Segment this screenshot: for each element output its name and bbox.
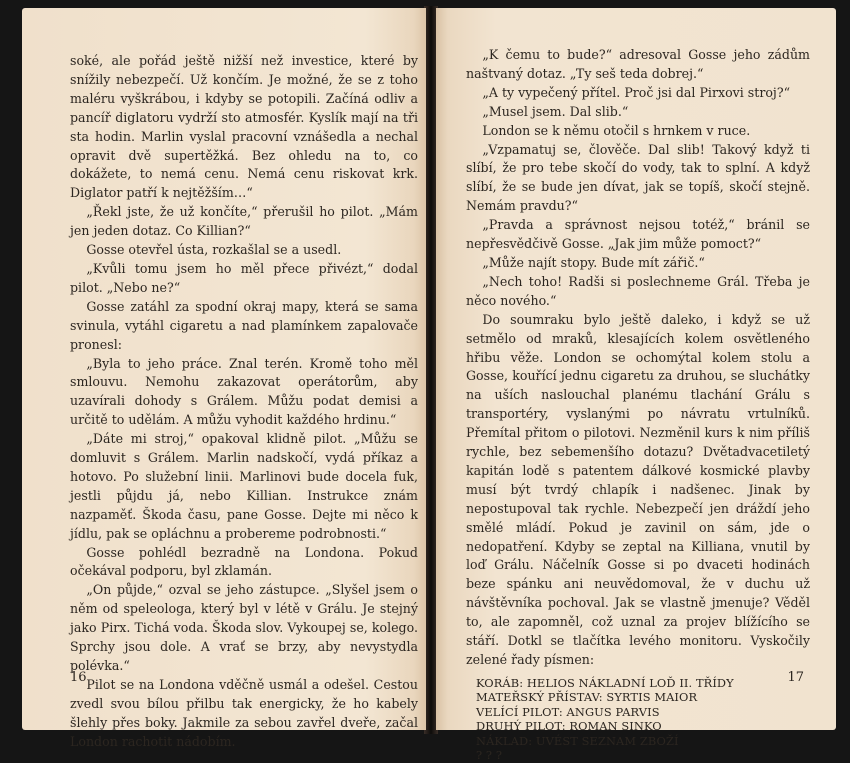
paragraph: London se k němu otočil s hrnkem v ruce.: [482, 122, 751, 138]
paragraph: „Kvůli tomu jsem ho měl přece přivézt,“ dodal pilot. „Nebo ne?“: [70, 260, 418, 295]
readout-line: MATEŘSKÝ PŘÍSTAV: SYRTIS MAIOR: [476, 690, 698, 705]
page-number-left: 16: [70, 670, 87, 685]
paragraph: Gosse otevřel ústa, rozkašlal se a usedl.: [86, 242, 342, 258]
paragraph: „Nech toho! Radši si poslechneme Grál. Třeba je něco nového.“: [466, 273, 810, 308]
readout-line: VELÍCÍ PILOT: ANGUS PARVIS: [476, 704, 660, 719]
paragraph: „On půjde,“ ozval se jeho zástupce. „Slyšel jsem o něm od speleologa, který byl v létě v Grálu. Je stejný jako Pirx. Tichá voda. Škoda slov. Vykoupej se, kolego. Sprchy jsou dole. A vrať se brzy, aby nevystydla polévka.“: [70, 582, 418, 673]
paragraph: „Řekl jste, že už končíte,“ přerušil ho pilot. „Mám jen jeden dotaz. Co Killian?“: [70, 204, 418, 239]
paragraph: „A ty vypečený přítel. Proč jsi dal Pirxovi stroj?“: [482, 84, 791, 100]
paragraph: „Byla to jeho práce. Znal terén. Kromě toho měl smlouvu. Nemohu zakazovat operátorům, aby uzavírali dohody s Grálem. Můžu podat demisi a určitě to udělám. A můžu vyhodit každého hrdinu.“: [70, 355, 418, 428]
readout-line: ? ? ?: [476, 748, 503, 763]
paragraph: „Může najít stopy. Bude mít zářič.“: [482, 254, 705, 270]
paragraph: „Pravda a správnost nejsou totéž,“ bránil se nepřesvědčivě Gosse. „Jak jim může pomoct?“: [466, 217, 810, 252]
readout-line: KORÁB: HELIOS NÁKLADNÍ LOĎ II. TŘÍDY: [476, 675, 734, 690]
paragraph: „Musel jsem. Dal slib.“: [482, 103, 629, 119]
paragraph: „Dáte mi stroj,“ opakoval klidně pilot. „Můžu se domluvit s Grálem. Marlin nadskočí, vydá příkaz a hotovo. Po služební linii. Marlinovi bude docela fuk, jestli půjdu já, nebo Killian. Instrukce znám nazpaměť. Škoda času, pane Gosse. Dejte mi něco k jídlu, pak se opláchnu a probereme podrobnosti.“: [70, 431, 418, 541]
left-page-text: [70, 52, 418, 752]
paragraph: Gosse zatáhl za spodní okraj mapy, která se sama svinula, vytáhl cigaretu a nad plamínkem zapalovače pronesl:: [70, 298, 418, 352]
readout-line: DRUHÝ PILOT: ROMAN SINKO: [476, 719, 662, 734]
right-page-text: [466, 46, 810, 763]
left-page: [22, 8, 426, 749]
paragraph: soké, ale pořád ještě nižší než investice, které by snížily nebezpečí. Už končím. Je možné, že se z toho maléru vyškrábou, i kdyby se potopili. Začíná odliv a pancíř diglatoru vydrží sto atmosfér. Kyslík mají na tři sta hodin. Marlin vyslal pracovní vznášedla a nechal opravit dvě supertěžká. Bez ohledu na to, co dokážete, to nemá cenu. Nemá cenu riskovat krk. Diglator patří k nejtěžším…“: [70, 53, 418, 201]
readout-line: NÁKLAD: UVÉST SEZNAM ZBOŽÍ: [476, 733, 679, 748]
paragraph: Pilot se na Londona vděčně usmál a odešel. Cestou zvedl svou bílou přilbu tak energicky, že ho kabely šlehly přes boky. Jakmile za sebou zavřel dveře, začal London rachotit nádobím.: [70, 676, 418, 749]
monitor-readout: [476, 676, 810, 763]
paragraph: „K čemu to bude?“ adresoval Gosse jeho zádům naštvaný dotaz. „Ty seš teda dobrej.“: [466, 47, 810, 81]
paragraph: Do soumraku bylo ještě daleko, i když se už setmělo od mraků, klesajících kolem osvětleného hřibu věže. London se ochomýtal kolem stolu a Gosse, kouřící jednu cigaretu za druhou, se sluchátky na uších naslouchal planému tlachání Grálu s transportéry, vyslanými po návratu vrtulníků. Přemítal přitom o pilotovi. Nezměnil kurs k nim příliš rychle, bez sebemenšího dotazu? Dvětadvacetiletý kapitán lodě s patentem dálkové kosmické plavby musí být tvrdý chlapík i nadšenec. Jinak by nepostupoval tak rychle. Nebezpečí jen dráždí jeho smělé mládí. Pokud je zavinil on sám, jde o nedopatření. Kdyby se zeptal na Killiana, vnutil by loď Grálu. Náčelník Gosse si po dvaceti hodinách beze spánku ani neuvědomoval, že v duchu už návštěvníka pochoval. Jak se vlastně jmenuje? Věděl to, ale zapomněl, což uznal za projev blížícího se stáří. Dotkl se tlačítka levého monitoru. Vyskočily zelené řady písmen:: [466, 311, 810, 667]
paragraph: Gosse pohlédl bezradně na Londona. Pokud očekával podporu, byl zklamán.: [70, 544, 418, 579]
page-number-right: 17: [787, 670, 804, 685]
right-page: [436, 8, 836, 763]
paragraph: „Vzpamatuj se, člověče. Dal slib! Takový když ti slíbí, že pro tebe skočí do vody, tak to splní. A když slíbí, že se bude jen dívat, jak se topíš, skočí stejně. Nemám pravdu?“: [466, 141, 810, 214]
